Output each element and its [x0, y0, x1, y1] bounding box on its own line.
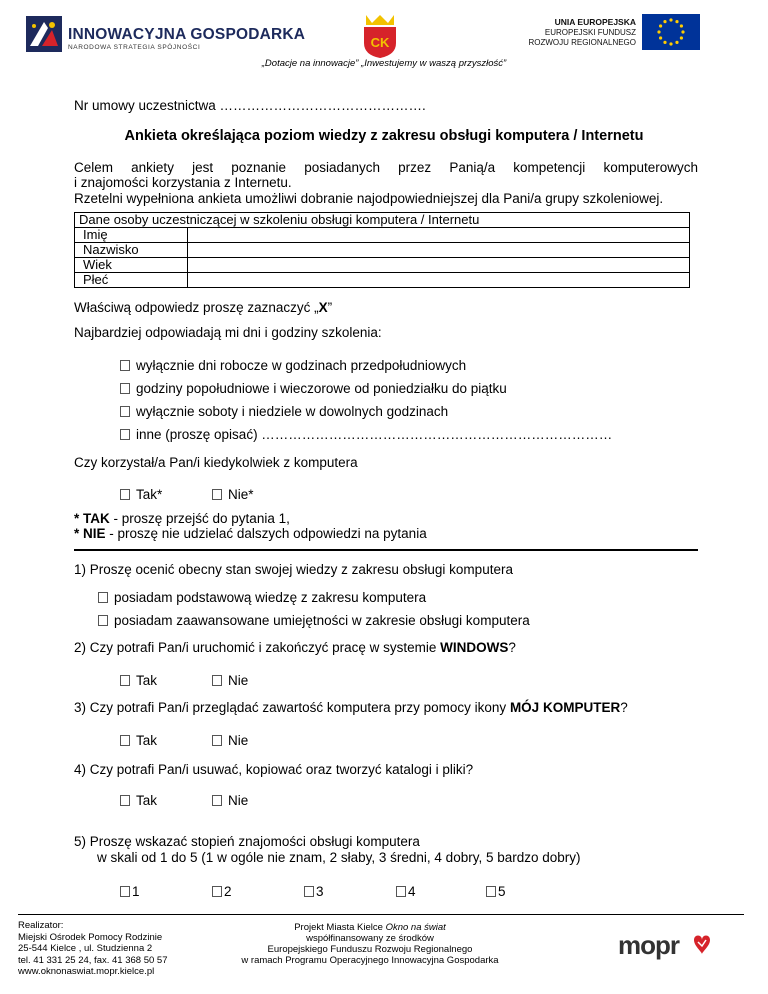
table-header: Dane osoby uczestniczącej w szkoleniu obsługi komputera / Internetu: [75, 213, 690, 228]
question-2: [74, 640, 698, 655]
slogan: „Dotacje na innowacje” „Inwestujemy w waszą przyszłość”: [261, 58, 507, 69]
eu-flag: [642, 14, 700, 53]
q2-suffix: ?: [508, 640, 516, 655]
q2-bold: WINDOWS: [440, 640, 509, 655]
field-value-wiek[interactable]: [188, 258, 690, 273]
q2-text: 2) Czy potrafi Pan/i uruchomić i zakończyć pracę w systemie: [74, 640, 441, 655]
crown-shield-icon: [358, 13, 402, 59]
scale-label: 2: [224, 884, 232, 899]
scale-label: 3: [316, 884, 324, 899]
note-nie-rest: - proszę nie udzielać dalszych odpowiedzi na pytania: [105, 526, 427, 541]
ig-emblem-icon: [26, 16, 62, 52]
intro-line1: Celem ankiety jest poznanie posiadanych przez Panią/a kompetencji komputerowych: [74, 160, 698, 175]
checkbox-icon[interactable]: [304, 886, 314, 897]
checkbox-icon[interactable]: [120, 429, 130, 440]
footer-left-line: Realizator:: [18, 920, 64, 931]
checkbox-icon[interactable]: [212, 735, 222, 746]
footer-realizator: [18, 920, 167, 978]
checkbox-icon[interactable]: [396, 886, 406, 897]
note-tak-bold: * TAK: [74, 511, 110, 526]
table-row: [75, 243, 690, 258]
checkbox-icon[interactable]: [212, 795, 222, 806]
checkbox-icon[interactable]: [120, 735, 130, 746]
used-nie-label: Nie*: [228, 487, 254, 502]
checkbox-icon[interactable]: [120, 489, 130, 500]
instruction-prefix: Właściwą odpowiedz proszę zaznaczyć „: [74, 300, 319, 315]
mopr-logo: [618, 930, 714, 967]
days-option-label: godziny popołudniowe i wieczorowe od poniedziałku do piątku: [136, 381, 507, 396]
q1-option-label: posiadam zaawansowane umiejętności w zakresie obsługi komputera: [114, 613, 530, 628]
scale-option-2[interactable]: [212, 884, 232, 899]
q2-nie-option[interactable]: [212, 673, 248, 688]
days-option[interactable]: [120, 427, 612, 442]
checkbox-icon[interactable]: [212, 886, 222, 897]
used-tak-label: Tak*: [136, 487, 163, 502]
field-label-plec: Płeć: [75, 273, 188, 288]
checkbox-icon[interactable]: [212, 489, 222, 500]
eu-line1: UNIA EUROPEJSKA: [554, 17, 636, 27]
q3-nie-label: Nie: [228, 733, 249, 748]
q4-nie-option[interactable]: [212, 793, 248, 808]
days-option-label: wyłącznie dni robocze w godzinach przedpołudniowych: [136, 358, 467, 373]
question-5-line1: 5) Proszę wskazać stopień znajomości obsługi komputera: [74, 834, 420, 849]
intro-line3: Rzetelni wypełniona ankieta umożliwi dobranie najodpowiedniejszej dla Pani/a grupy szkoleniowej.: [74, 191, 664, 206]
ig-title: INNOWACYJNA GOSPODARKA: [68, 26, 306, 43]
field-value-nazwisko[interactable]: [188, 243, 690, 258]
q2-tak-option[interactable]: [120, 673, 157, 688]
section-divider: [74, 549, 698, 551]
footer-center-line: współfinansowany ze środków: [306, 933, 434, 944]
q1-option[interactable]: [98, 590, 426, 605]
ig-subtitle: NARODOWA STRATEGIA SPÓJNOŚCI: [68, 44, 201, 51]
days-option[interactable]: [120, 381, 507, 396]
checkbox-icon[interactable]: [98, 615, 108, 626]
footer-project-info: [200, 922, 540, 966]
checkbox-icon[interactable]: [98, 592, 108, 603]
q4-nie-label: Nie: [228, 793, 249, 808]
question-4: 4) Czy potrafi Pan/i usuwać, kopiować oraz tworzyć katalogi i pliki?: [74, 762, 474, 777]
contract-number: Nr umowy uczestnictwa ……………………………………….: [74, 98, 426, 113]
footer-center-line: Europejskiego Funduszu Rozwoju Regionalnego: [267, 944, 473, 955]
q1-option-label: posiadam podstawową wiedzę z zakresu komputera: [114, 590, 427, 605]
instruction-x: X: [318, 300, 328, 315]
days-option[interactable]: [120, 358, 466, 373]
eu-fund-text: [520, 17, 636, 48]
note-tak: [74, 511, 698, 526]
footer-left-line: 25-544 Kielce , ul. Studzienna 2: [18, 943, 153, 954]
q3-nie-option[interactable]: [212, 733, 248, 748]
scale-option-3[interactable]: [304, 884, 324, 899]
note-nie-bold: * NIE: [74, 526, 106, 541]
mopr-logo-icon: [618, 930, 714, 964]
kielce-coat-of-arms: [358, 13, 402, 62]
q3-tak-option[interactable]: [120, 733, 157, 748]
scale-label: 4: [408, 884, 416, 899]
footer-left-line: tel. 41 331 25 24, fax. 41 368 50 57: [18, 954, 168, 966]
field-value-plec[interactable]: [188, 273, 690, 288]
used-tak-option[interactable]: [120, 487, 162, 502]
field-label-imie: Imię: [75, 228, 188, 243]
eu-line2: EUROPEJSKI FUNDUSZ: [544, 28, 636, 37]
scale-label: 5: [498, 884, 506, 899]
q1-option[interactable]: [98, 613, 530, 628]
intro-line2: i znajomości korzystania z Internetu.: [74, 175, 292, 190]
used-nie-option[interactable]: [212, 487, 254, 502]
table-header-row: [75, 213, 690, 228]
scale-label: 1: [132, 884, 140, 899]
page-title: Ankieta określająca poziom wiedzy z zakresu obsługi komputera / Internetu: [124, 128, 644, 144]
table-row: [75, 258, 690, 273]
footer-center1-italic: Okno na świat: [385, 922, 446, 933]
checkbox-icon[interactable]: [120, 360, 130, 371]
field-value-imie[interactable]: [188, 228, 690, 243]
eu-flag-icon: [642, 14, 700, 50]
footer-center-line: w ramach Programu Operacyjnego Innowacyjna Gospodarka: [241, 955, 499, 966]
scale-option-5[interactable]: [486, 884, 506, 899]
scale-option-4[interactable]: [396, 884, 416, 899]
q3-bold: MÓJ KOMPUTER: [509, 700, 621, 715]
field-label-nazwisko: Nazwisko: [75, 243, 188, 258]
table-row: [75, 273, 690, 288]
checkbox-icon[interactable]: [120, 383, 130, 394]
days-option[interactable]: [120, 404, 448, 419]
mopr-logo-text: mopr: [618, 930, 679, 960]
q4-tak-label: Tak: [136, 793, 158, 808]
checkbox-icon[interactable]: [120, 886, 130, 897]
city-logo-text: CK: [370, 35, 390, 50]
question-5-line2: w skali od 1 do 5 (1 w ogóle nie znam, 2 słaby, 3 średni, 4 dobry, 5 bardzo dobry): [97, 850, 581, 865]
footer-website-link[interactable]: www.oknonaswiat.mopr.kielce.pl: [18, 966, 155, 977]
q2-tak-label: Tak: [136, 673, 158, 688]
field-label-wiek: Wiek: [75, 258, 188, 273]
participant-data-table: [74, 212, 690, 288]
q3-text: 3) Czy potrafi Pan/i przeglądać zawartość komputera przy pomocy ikony: [74, 700, 510, 715]
eu-line3: ROZWOJU REGIONALNEGO: [528, 38, 636, 47]
footer-divider: [18, 914, 744, 915]
checkbox-icon[interactable]: [120, 675, 130, 686]
checkbox-icon[interactable]: [120, 795, 130, 806]
q2-nie-label: Nie: [228, 673, 249, 688]
table-row: [75, 228, 690, 243]
question-1: 1) Proszę ocenić obecny stan swojej wiedzy z zakresu obsługi komputera: [74, 562, 513, 577]
days-option-label: wyłącznie soboty i niedziele w dowolnych godzinach: [136, 404, 449, 419]
used-computer-question: Czy korzystał/a Pan/i kiedykolwiek z komputera: [74, 455, 358, 470]
q3-suffix: ?: [620, 700, 628, 715]
days-question: Najbardziej odpowiadają mi dni i godziny szkolenia:: [74, 325, 382, 340]
checkbox-icon[interactable]: [486, 886, 496, 897]
footer-left-line: Miejski Ośrodek Pomocy Rodzinie: [18, 931, 163, 943]
days-option-label: inne (proszę opisać) ……………………………………………………………………: [136, 427, 613, 442]
checkbox-icon[interactable]: [212, 675, 222, 686]
instruction-suffix: ”: [327, 300, 333, 315]
footer-center1-prefix: Projekt Miasta Kielce: [294, 922, 386, 933]
note-nie: [74, 526, 698, 541]
instruction: [74, 300, 698, 315]
scale-option-1[interactable]: [120, 884, 140, 899]
note-tak-rest: - proszę przejść do pytania 1,: [109, 511, 290, 526]
q3-tak-label: Tak: [136, 733, 158, 748]
checkbox-icon[interactable]: [120, 406, 130, 417]
q4-tak-option[interactable]: [120, 793, 157, 808]
question-3: [74, 700, 698, 715]
footer-center-line: [200, 922, 540, 933]
